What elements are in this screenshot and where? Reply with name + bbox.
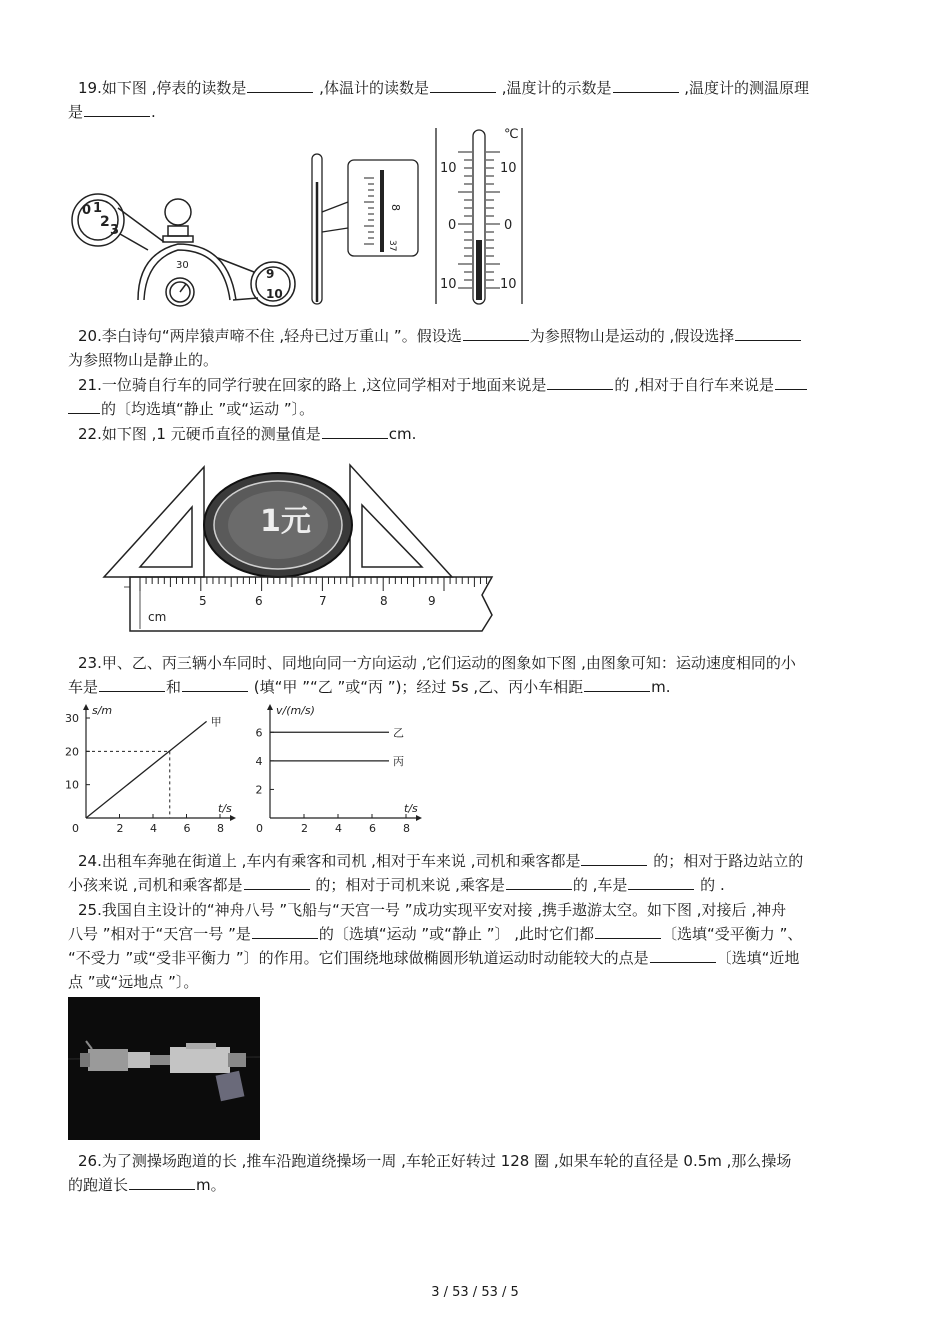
coin bbox=[204, 473, 352, 577]
series-label-0: 乙 bbox=[393, 726, 404, 740]
x-tick-label: 2 bbox=[301, 822, 308, 835]
origin-label: 0 bbox=[256, 822, 263, 835]
question-20: 20.李白诗句“两岸猿声啼不住 ,轻舟已过万重山 ”。假设选 为参照物山是运动的 ,假设选择 为参照物山是静止的。 bbox=[68, 324, 893, 372]
question-26: 26.为了测操场跑道的长 ,推车沿跑道绕操场一周 ,车轮正好转过 128 圈 ,如果车轮的直径是 0.5m ,那么操场 的跑道长 m。 bbox=[68, 1152, 792, 1194]
thermo-tick-right-10b: 10 bbox=[500, 277, 517, 292]
answer-blank[interactable] bbox=[182, 677, 248, 692]
x-tick-label: 6 bbox=[183, 822, 191, 835]
coin-text: 1元 bbox=[260, 504, 311, 539]
answer-blank[interactable] bbox=[581, 851, 647, 866]
answer-blank[interactable] bbox=[775, 375, 807, 390]
y-tick-label: 10 bbox=[65, 778, 79, 792]
answer-blank[interactable] bbox=[547, 375, 613, 390]
answer-blank[interactable] bbox=[129, 1175, 195, 1190]
series-label-0: 甲 bbox=[210, 715, 222, 729]
answer-blank[interactable] bbox=[252, 924, 318, 939]
y-axis-arrow bbox=[83, 704, 89, 710]
answer-blank[interactable] bbox=[244, 875, 310, 890]
y-axis-arrow bbox=[267, 704, 273, 710]
answer-blank[interactable] bbox=[463, 326, 529, 341]
thermometer-tag: 37 bbox=[387, 240, 397, 252]
answer-blank[interactable] bbox=[595, 924, 661, 939]
question-23: 23.甲、乙、丙三辆小车同时、同地向同一方向运动 ,它们运动的图象如下图 ,由图象可知：运动速度相同的小 车是 和 (填“甲 ”“乙 ”或“丙 ”)；经过 5s ,乙、丙小车相距 m. bbox=[68, 654, 796, 696]
ruler-label-7: 7 bbox=[319, 594, 327, 608]
stopwatch-small-0: 0 bbox=[82, 203, 92, 218]
x-axis-arrow bbox=[230, 815, 236, 821]
question-24: 24.出租车奔驰在街道上 ,车内有乘客和司机 ,相对于车来说 ,司机和乘客都是 的；相对于路边站立的 小孩来说 ,司机和乘客都是 的；相对于司机来说 ,乘客是 的 ,车是 的 . bbox=[68, 852, 804, 894]
x-axis-label: t/s bbox=[404, 802, 418, 815]
answer-blank[interactable] bbox=[735, 326, 801, 341]
stopwatch-right-10: 10 bbox=[266, 287, 283, 301]
ruler-label-9: 9 bbox=[428, 594, 436, 608]
stopwatch-big-label: 30 bbox=[176, 260, 189, 271]
x-axis-arrow bbox=[416, 815, 422, 821]
stopwatch-figure bbox=[72, 194, 295, 306]
thermometer-mark: 8 bbox=[389, 204, 402, 211]
thermo-tick-left-10: 10 bbox=[440, 161, 457, 176]
x-tick-label: 4 bbox=[335, 822, 342, 835]
chart-velocity-time bbox=[246, 698, 436, 836]
answer-blank[interactable] bbox=[430, 78, 496, 93]
stopwatch-small-3: 3 bbox=[110, 223, 120, 238]
stopwatch-small-1: 1 bbox=[93, 201, 103, 216]
x-tick-label: 4 bbox=[150, 822, 157, 835]
answer-blank[interactable] bbox=[506, 875, 572, 890]
y-tick-label: 20 bbox=[65, 745, 79, 759]
question-25: 25.我国自主设计的“神舟八号 ”飞船与“天宫一号 ”成功实现平安对接 ,携手遨游太空。如下图 ,对接后 ,神舟 八号 ”相对于“天宫一号 ”是 的〔选填“运动 ”或“静止 ”〕 ,此时它们都 〔选填“受平衡力 ”、 “不受力 ”或“受非平衡力 ”〕的作用。它们围绕地球做椭圆形轨道运动时动能较大的点是 〔选填“近地 点 ”或“远地点 ”〕。 bbox=[68, 901, 803, 991]
left-set-square bbox=[104, 467, 204, 577]
right-set-square bbox=[350, 465, 452, 577]
celsius-unit: ℃ bbox=[504, 127, 519, 142]
ruler-label-6: 6 bbox=[255, 594, 263, 608]
x-axis-label: t/s bbox=[218, 802, 232, 815]
y-tick-label: 4 bbox=[255, 754, 263, 768]
chart-distance-time bbox=[62, 698, 242, 836]
q19-figure bbox=[68, 122, 538, 308]
y-tick-label: 6 bbox=[255, 726, 263, 740]
question-21: 21.一位骑自行车的同学行驶在回家的路上 ,这位同学相对于地面来说是 的 ,相对于自行车来说是 的〔均选填“静止 ”或“运动 ”〕。 bbox=[68, 373, 893, 421]
x-tick-label: 8 bbox=[217, 822, 224, 835]
ruler-coin-figure bbox=[100, 455, 495, 633]
answer-blank[interactable] bbox=[322, 424, 388, 439]
answer-blank[interactable] bbox=[628, 875, 694, 890]
answer-blank[interactable] bbox=[247, 78, 313, 93]
answer-blank[interactable] bbox=[584, 677, 650, 692]
thermo-tick-left-10b: 10 bbox=[440, 277, 457, 292]
series-line-0 bbox=[86, 721, 207, 818]
answer-blank[interactable] bbox=[650, 948, 716, 963]
question-19: 19.如下图 ,停表的读数是 ,体温计的读数是 ,温度计的示数是 ,温度计的测温原理 是 . bbox=[68, 79, 810, 121]
ruler-unit: cm bbox=[148, 610, 167, 624]
answer-blank[interactable] bbox=[68, 399, 100, 414]
thermo-tick-right-10: 10 bbox=[500, 161, 517, 176]
ruler-label-8: 8 bbox=[380, 594, 388, 608]
origin-label: 0 bbox=[72, 822, 79, 835]
answer-blank[interactable] bbox=[99, 677, 165, 692]
x-tick-label: 6 bbox=[369, 822, 376, 835]
ruler-ticks bbox=[140, 577, 487, 591]
answer-blank[interactable] bbox=[613, 78, 679, 93]
x-tick-label: 2 bbox=[116, 822, 124, 835]
y-axis-label: v/(m/s) bbox=[276, 704, 315, 717]
ruler bbox=[124, 577, 492, 631]
clinical-thermometer bbox=[312, 154, 418, 304]
y-tick-label: 2 bbox=[255, 783, 263, 797]
stopwatch-small-2: 2 bbox=[100, 214, 110, 230]
thermo-tick-right-0: 0 bbox=[504, 218, 513, 233]
y-axis-label: s/m bbox=[92, 704, 113, 717]
question-22: 22.如下图 ,1 元硬币直径的测量值是 cm. bbox=[78, 425, 417, 443]
answer-blank[interactable] bbox=[84, 102, 150, 117]
stopwatch-right-9: 9 bbox=[266, 267, 275, 281]
thermo-tick-left-0: 0 bbox=[448, 218, 457, 233]
series-label-1: 丙 bbox=[393, 754, 404, 768]
page-footer: 3 / 53 / 53 / 5 bbox=[431, 1285, 519, 1300]
ruler-label-5: 5 bbox=[199, 594, 207, 608]
spacecraft-docking-photo bbox=[68, 997, 260, 1140]
y-tick-label: 30 bbox=[65, 712, 79, 725]
x-tick-label: 8 bbox=[403, 822, 410, 835]
